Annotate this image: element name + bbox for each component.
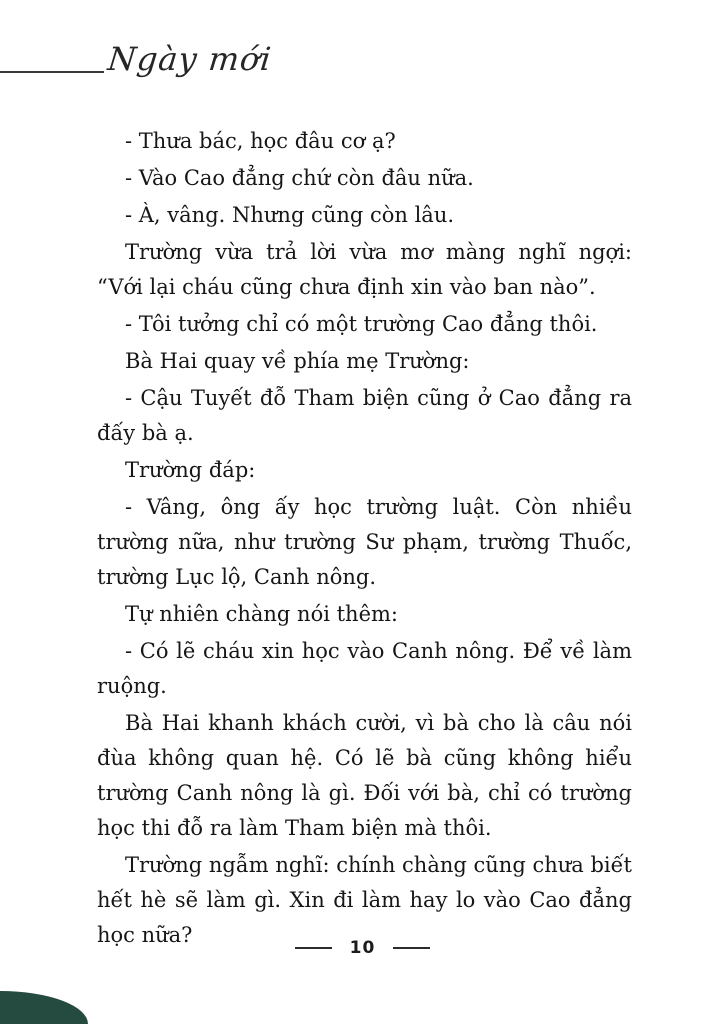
paragraph: Trường đáp: (125, 458, 256, 482)
paragraph: Trường ngẫm nghĩ: chính chàng cũng chưa biết hết hè sẽ làm gì. Xin đi làm hay lo vào Cao đẳng học nữa? (97, 853, 632, 947)
paragraph: Bà Hai quay về phía mẹ Trường: (125, 349, 470, 373)
footer-left-dash (295, 947, 332, 949)
paragraph: - Tôi tưởng chỉ có một trường Cao đẳng thôi. (125, 312, 598, 336)
paragraph: - Vâng, ông ấy học trường luật. Còn nhiều trường nữa, như trường Sư phạm, trường Thuốc, trường Lục lộ, Canh nông. (97, 495, 632, 589)
header-rule (0, 71, 104, 73)
paragraph: - À, vâng. Nhưng cũng còn lâu. (125, 203, 455, 227)
body-text (97, 122, 632, 955)
paragraph: - Vào Cao đẳng chứ còn đâu nữa. (125, 166, 474, 190)
page-title: Ngày mới (106, 40, 274, 78)
paragraph: Bà Hai khanh khách cười, vì bà cho là câu nói đùa không quan hệ. Có lẽ bà cũng không hiểu trường Canh nông là gì. Đối với bà, chỉ có trường học thi đỗ ra làm Tham biện mà thôi. (97, 711, 632, 840)
page-footer (0, 938, 725, 958)
paragraph: - Có lẽ cháu xin học vào Canh nông. Để về làm ruộng. (97, 639, 632, 698)
paragraph: Trường vừa trả lời vừa mơ màng nghĩ ngợi: “Với lại cháu cũng chưa định xin vào ban nào”. (97, 240, 632, 299)
paragraph: - Cậu Tuyết đỗ Tham biện cũng ở Cao đẳng ra đấy bà ạ. (97, 386, 632, 445)
corner-decoration (0, 991, 88, 1024)
paragraph: Tự nhiên chàng nói thêm: (125, 602, 398, 626)
page-number: 10 (349, 938, 376, 958)
footer-right-dash (393, 947, 430, 949)
paragraph: - Thưa bác, học đâu cơ ạ? (125, 129, 396, 153)
